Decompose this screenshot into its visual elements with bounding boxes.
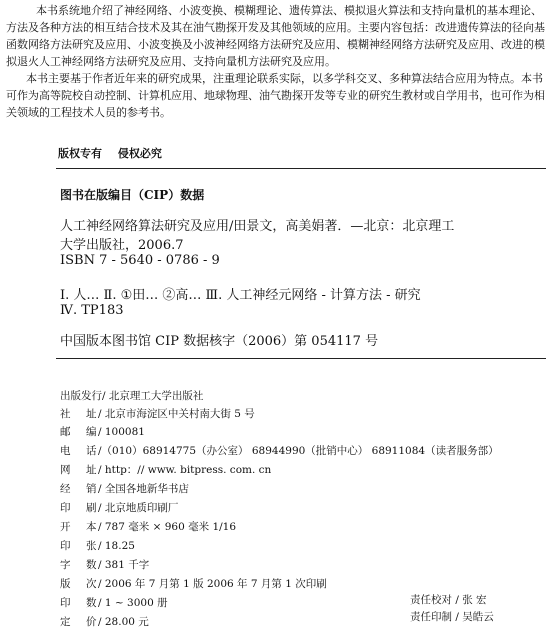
- pub-row-phone: [60, 443, 499, 460]
- pub-row-label: 数: [86, 597, 97, 609]
- proofreader: 责任校对 / 张 宏: [410, 594, 487, 606]
- pub-row-label: 社: [60, 408, 71, 420]
- divider-middle: [56, 358, 546, 359]
- pub-row-value: / 全国各地新华书店: [98, 483, 189, 495]
- pub-row-label: 经: [60, 483, 71, 495]
- cip-classification: Ⅰ. 人… Ⅱ. ①田… ②高… Ⅲ. 人工神经元网络 - 计算方法 - 研究: [60, 288, 421, 303]
- pub-row-edition: [60, 576, 327, 593]
- pub-row-format: [60, 519, 236, 536]
- cip-title: 图书在版编目（CIP）数据: [60, 188, 205, 202]
- pub-row-label: 网: [60, 464, 71, 476]
- print-supervisor: 责任印制 / 吴皓云: [410, 611, 494, 623]
- pub-row-label: 字: [60, 559, 71, 571]
- rights-reserved: 版权专有: [58, 147, 102, 160]
- pub-row-value: / 1 ~ 3000 册: [98, 597, 168, 609]
- pub-row-label: 张: [86, 540, 97, 552]
- pub-row-value: / 北京地质印刷厂: [98, 502, 179, 514]
- pub-row-label: 印: [60, 502, 71, 514]
- pub-row-value: / 787 毫米 × 960 毫米 1/16: [98, 521, 237, 533]
- pub-row-label: 价: [86, 616, 97, 628]
- pub-row-value: / 381 千字: [98, 559, 150, 571]
- cip-record-number: 中国版本图书馆 CIP 数据核字（2006）第 054117 号: [60, 334, 379, 349]
- pub-row-value: / 28.00 元: [98, 616, 149, 628]
- pub-row-label: 本: [86, 521, 97, 533]
- pub-row-value: / 北京理工大学出版社: [102, 390, 204, 402]
- pub-row-label: 刷: [86, 502, 97, 514]
- pub-row-label: 版: [60, 578, 71, 590]
- pub-row-publisher: [60, 388, 203, 405]
- intro-text: [6, 2, 546, 121]
- pub-row-value: / 100081: [98, 426, 145, 438]
- cip-line-2: 大学出版社，2006.7: [60, 238, 184, 253]
- intro-paragraph-2: 本书主要基于作者近年来的研究成果，注重理论联系实际，以多学科交叉、多种算法结合应用为特点。本书可作为高等院校自动控制、计算机应用、地球物理、油气勘探开发等专业的研究生教材或自学用书，也可作为相关领域的工程技术人员的参考书。: [6, 72, 545, 119]
- pub-row-label: 址: [86, 464, 97, 476]
- cip-call-number: Ⅳ. TP183: [60, 303, 124, 318]
- rights-notice: [58, 145, 174, 161]
- divider-top: [56, 168, 546, 169]
- pub-row-word-count: [60, 557, 149, 574]
- pub-row-value: / http：// www. bitpress. com. cn: [98, 464, 272, 476]
- pub-row-label: 址: [86, 408, 97, 420]
- pub-row-value: / 18.25: [98, 540, 135, 552]
- pub-row-price: [60, 614, 149, 631]
- pub-row-label: 数: [86, 559, 97, 571]
- infringement-notice: 侵权必究: [117, 147, 162, 160]
- pub-row-label: 邮: [60, 426, 71, 438]
- pub-row-postcode: [60, 424, 145, 441]
- pub-row-website: [60, 462, 271, 479]
- pub-row-label: 出版发行: [60, 390, 102, 402]
- intro-paragraph-1: 本书系统地介绍了神经网络、小波变换、模糊理论、遗传算法、模拟退火算法和支持向量机的基本理论、方法及各种方法的相互结合技术及其在油气勘探开发及其他领域的应用。主要内容包括：改进遗传算法的径向基函数网络方法研究及应用、小波变换及小波神经网络方法研究及应用、模糊神经网络方法研究及应用、改进的模拟退火人工神经网络方法研究及应用、支持向量机方法研究及应用。: [6, 4, 545, 68]
- pub-row-value: / 2006 年 7 月第 1 版 2006 年 7 月第 1 次印刷: [98, 578, 327, 590]
- pub-row-address: [60, 406, 255, 423]
- cip-isbn: ISBN 7 - 5640 - 0786 - 9: [60, 253, 220, 268]
- pub-row-label: 话: [86, 445, 97, 457]
- pub-row-label: 印: [60, 597, 71, 609]
- pub-row-label: 次: [86, 578, 97, 590]
- pub-row-label: 编: [86, 426, 97, 438]
- pub-row-label: 销: [86, 483, 97, 495]
- pub-row-print-run: [60, 595, 168, 612]
- pub-row-label: 印: [60, 540, 71, 552]
- cip-line-1: 人工神经网络算法研究及应用/田景文，高美娟著．—北京：北京理工: [60, 219, 455, 234]
- pub-row-printer: [60, 500, 178, 517]
- pub-row-distributor: [60, 481, 189, 498]
- pub-row-label: 电: [60, 445, 71, 457]
- pub-row-label: 开: [60, 521, 71, 533]
- pub-row-value: /（010）68914775（办公室） 68944990（批销中心） 68911084（读者服务部）: [98, 445, 499, 457]
- pub-row-sheets: [60, 538, 135, 555]
- pub-row-label: 定: [60, 616, 71, 628]
- pub-row-value: / 北京市海淀区中关村南大街 5 号: [98, 408, 255, 420]
